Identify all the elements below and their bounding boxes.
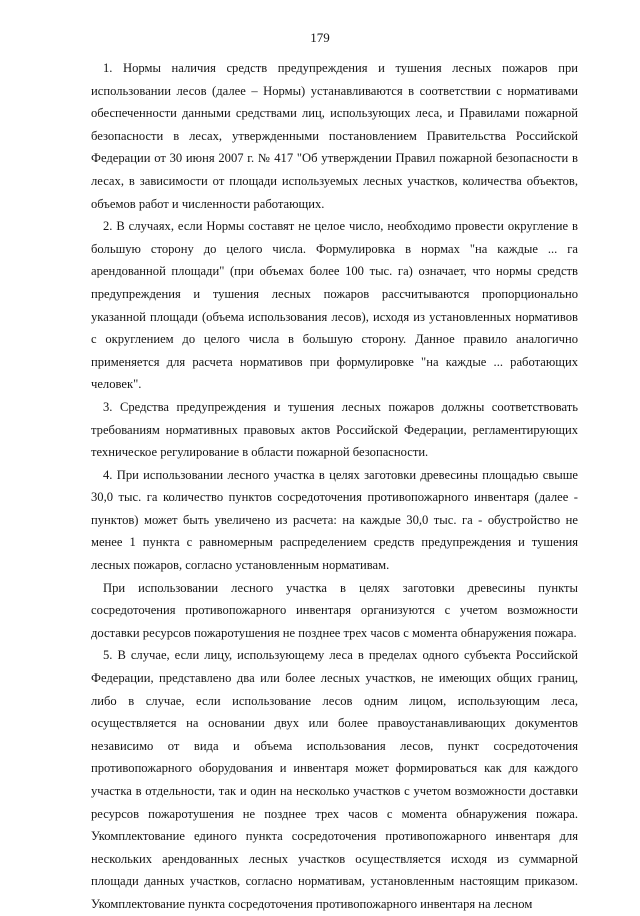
page-number: 179	[310, 30, 330, 45]
paragraph-4: 4. При использовании лесного участка в целях заготовки древесины площадью свыше 30,0 тыс. га количество пунктов сосредоточения противопожарного инвентаря (далее - пунктов) может быть увеличено из расчета: на каждые 30,0 тыс. га - обустройство не менее 1 пункта с равномерным распределением средств предупреждения и тушения лесных пожаров, согласно установленным нормативам.	[91, 467, 578, 573]
paragraph-4-continued: При использовании лесного участка в целях заготовки древесины пункты сосредоточения противопожарного инвентаря организуются с учетом возможности доставки ресурсов пожаротушения не позднее трех часов с момента обнаружения пожара.	[91, 580, 578, 640]
paragraph-5: 5. В случае, если лицу, использующему леса в пределах одного субъекта Российской Федерации, представлено два или более лесных участков, не имеющих общих границ, либо в случае, если использование лесов одним лицом, использующим леса, осуществляется на основании двух или более правоустанавливающих документов независимо от вида и объема использования лесов, пункт сосредоточения противопожарного оборудования и инвентаря может формироваться как для каждого участка в отдельности, так и один на несколько участков с учетом возможности доставки ресурсов пожаротушения не позднее трех часов с момента обнаружения пожара. Укомплектование единого пункта сосредоточения противопожарного инвентаря для нескольких арендованных лесных участков осуществляется исходя из суммарной площади данных участков, согласно нормативам, установленным настоящим приказом. Укомплектование пункта сосредоточения противопожарного инвентаря на лесном	[91, 648, 578, 911]
paragraph-3: 3. Средства предупреждения и тушения лесных пожаров должны соответствовать требованиям нормативных правовых актов Российской Федерации, регламентирующих техническое регулирование в области пожарной безопасности.	[91, 399, 578, 460]
paragraph-2: 2. В случаях, если Нормы составят не целое число, необходимо провести округление в большую сторону до целого числа. Формулировка в нормах "на каждые ... га арендованной площади" (при объемах более 100 тыс. га) означает, что нормы средств предупреждения и тушения лесных пожаров рассчитываются пропорционально указанной площади (объема использования лесов), исходя из установленных нормативов с округлением до целого числа в большую сторону. Данное правило аналогично применяется для расчета нормативов при формулировке "на каждые ... работающих человек".	[91, 219, 578, 392]
document-body	[91, 57, 578, 916]
paragraph-1: 1. Нормы наличия средств предупреждения и тушения лесных пожаров при использовании лесов (далее – Нормы) устанавливаются в соответствии с нормативами обеспеченности данными средствами лиц, использующих леса, и Правилами пожарной безопасности в лесах, утвержденными постановлением Правительства Российской Федерации от 30 июня 2007 г. № 417 "Об утверждении Правил пожарной безопасности в лесах, в зависимости от площади используемых лесных участков, количества объектов, объемов работ и численности работающих.	[91, 61, 578, 211]
